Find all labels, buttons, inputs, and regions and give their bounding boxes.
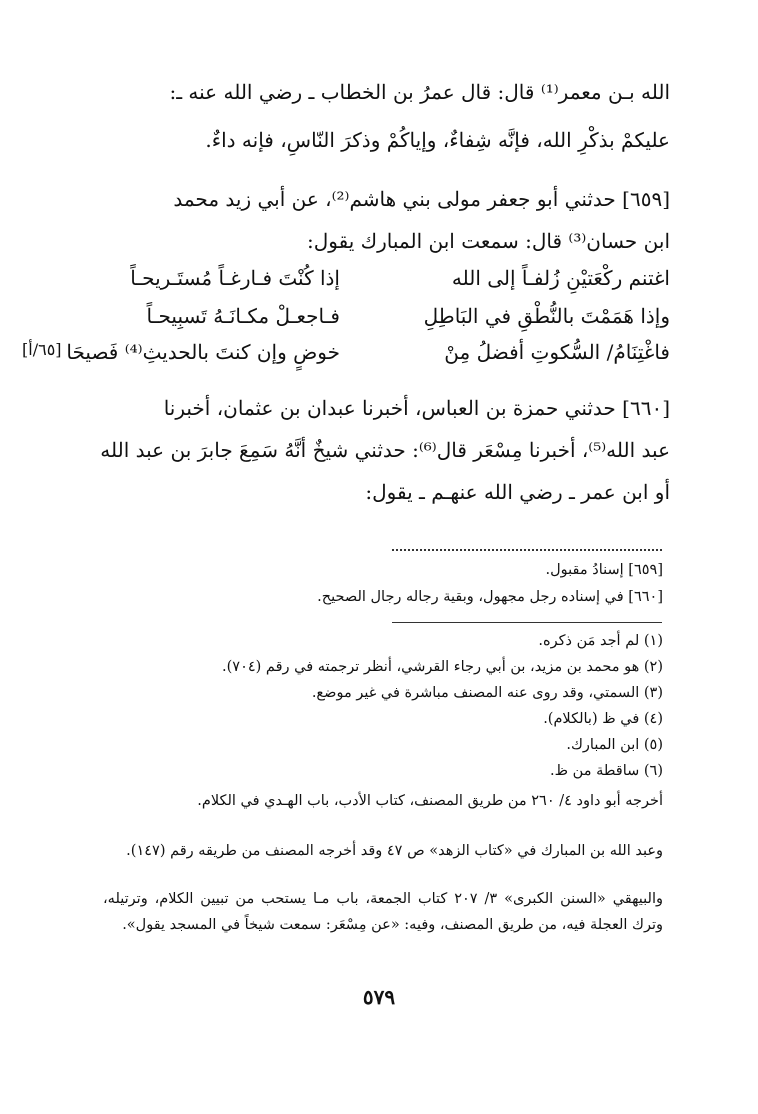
poem-verse-1-second: إذا كُنْتَ فـارغـاً مُستَـريحـاً xyxy=(130,266,340,290)
footnote-4: (٤) في ظ (بالكلام). xyxy=(543,711,663,727)
poem-verse-2-second: فـاجعـلْ مكـانَـهُ تَسبِيحـاً xyxy=(146,304,340,328)
hadith-659-line-1: [٦٥٩] حدثني أبو جعفر مولى بني هاشم⁽²⁾، عن أبي زيد محمد xyxy=(173,187,670,211)
footnote-6: (٦) ساقطة من ظ. xyxy=(550,763,663,779)
body-line-2: عليكمْ بذكْرِ الله، فإنَّه شِفاءٌ، وإياكُمْ وذكرَ النّاسِ، فإنه داءٌ. xyxy=(205,128,670,152)
hadith-660-line-1: [٦٦٠] حدثني حمزة بن العباس، أخبرنا عبدان بن عثمان، أخبرنا xyxy=(163,396,670,420)
footnote-separator xyxy=(392,622,662,623)
poem-verse-3-second: خوضٍ وإن كنتَ بالحديثِ⁽⁴⁾ فَصيحَا xyxy=(66,340,340,364)
poem-verse-3-first: فاغْتِنَامُ/ السُّكوتِ أفضلُ مِنْ xyxy=(444,340,670,364)
hadith-660-line-2: عبد الله⁽⁵⁾، أخبرنا مِسْعَر قال⁽⁶⁾: حدثني شيخٌ أنَّهُ سَمِعَ جابرَ بن عبد الله xyxy=(100,438,670,462)
footnote-1: (١) لم أجد مَن ذكره. xyxy=(538,633,663,649)
grading-660: [٦٦٠] في إسناده رجل مجهول، وبقية رجاله رجال الصحيح. xyxy=(317,589,663,605)
takhrij-bayhaqi: والبيهقي «السنن الكبرى» ٣/ ٢٠٧ كتاب الجمعة، باب مـا يستحب من تبيين الكلام، وترتيله، وترك العجلة فيه، من طريق المصنف، وفيه: «عن مِسْعَر: سمعت شيخاً في المسجد يقول». xyxy=(103,891,664,933)
footnote-5: (٥) ابن المبارك. xyxy=(566,737,663,753)
takhrij-ibn-mubarak: وعبد الله بن المبارك في «كتاب الزهد» ص ٤٧ وقد أخرجه المصنف من طريقه رقم (١٤٧). xyxy=(126,843,663,859)
body-line-1: الله بـن معمر⁽¹⁾ قال: قال عمرُ بن الخطاب ـ رضي الله عنه ـ: xyxy=(169,80,670,104)
poem-verse-2-first: وإذا هَمَمْتَ بالنُّطْقِ في البَاطِلِ xyxy=(423,304,670,328)
hadith-660-line-3: أو ابن عمر ـ رضي الله عنهـم ـ يقول: xyxy=(365,480,670,504)
poem-verse-1-first: اغتنم ركْعَتيْنِ زُلفـاً إلى الله xyxy=(451,266,670,290)
hadith-659-line-2: ابن حسان⁽³⁾ قال: سمعت ابن المبارك يقول: xyxy=(307,229,670,253)
page-number: ٥٧٩ xyxy=(362,985,396,1009)
manuscript-folio-ref: [٦٥/أ] xyxy=(22,340,62,359)
grading-659: [٦٥٩] إسنادُ مقبول. xyxy=(545,562,663,578)
footnote-3: (٣) السمتي، وقد روى عنه المصنف مباشرة في غير موضع. xyxy=(311,685,663,701)
takhrij-abu-dawud: أخرجه أبو داود ٤/ ٢٦٠ من طريق المصنف، كتاب الأدب، باب الهـدي في الكلام. xyxy=(197,793,663,809)
footnote-2: (٢) هو محمد بن مزيد، بن أبي رجاء القرشي، أنظر ترجمته في رقم (٧٠٤). xyxy=(222,659,663,675)
dotted-separator xyxy=(392,549,662,551)
